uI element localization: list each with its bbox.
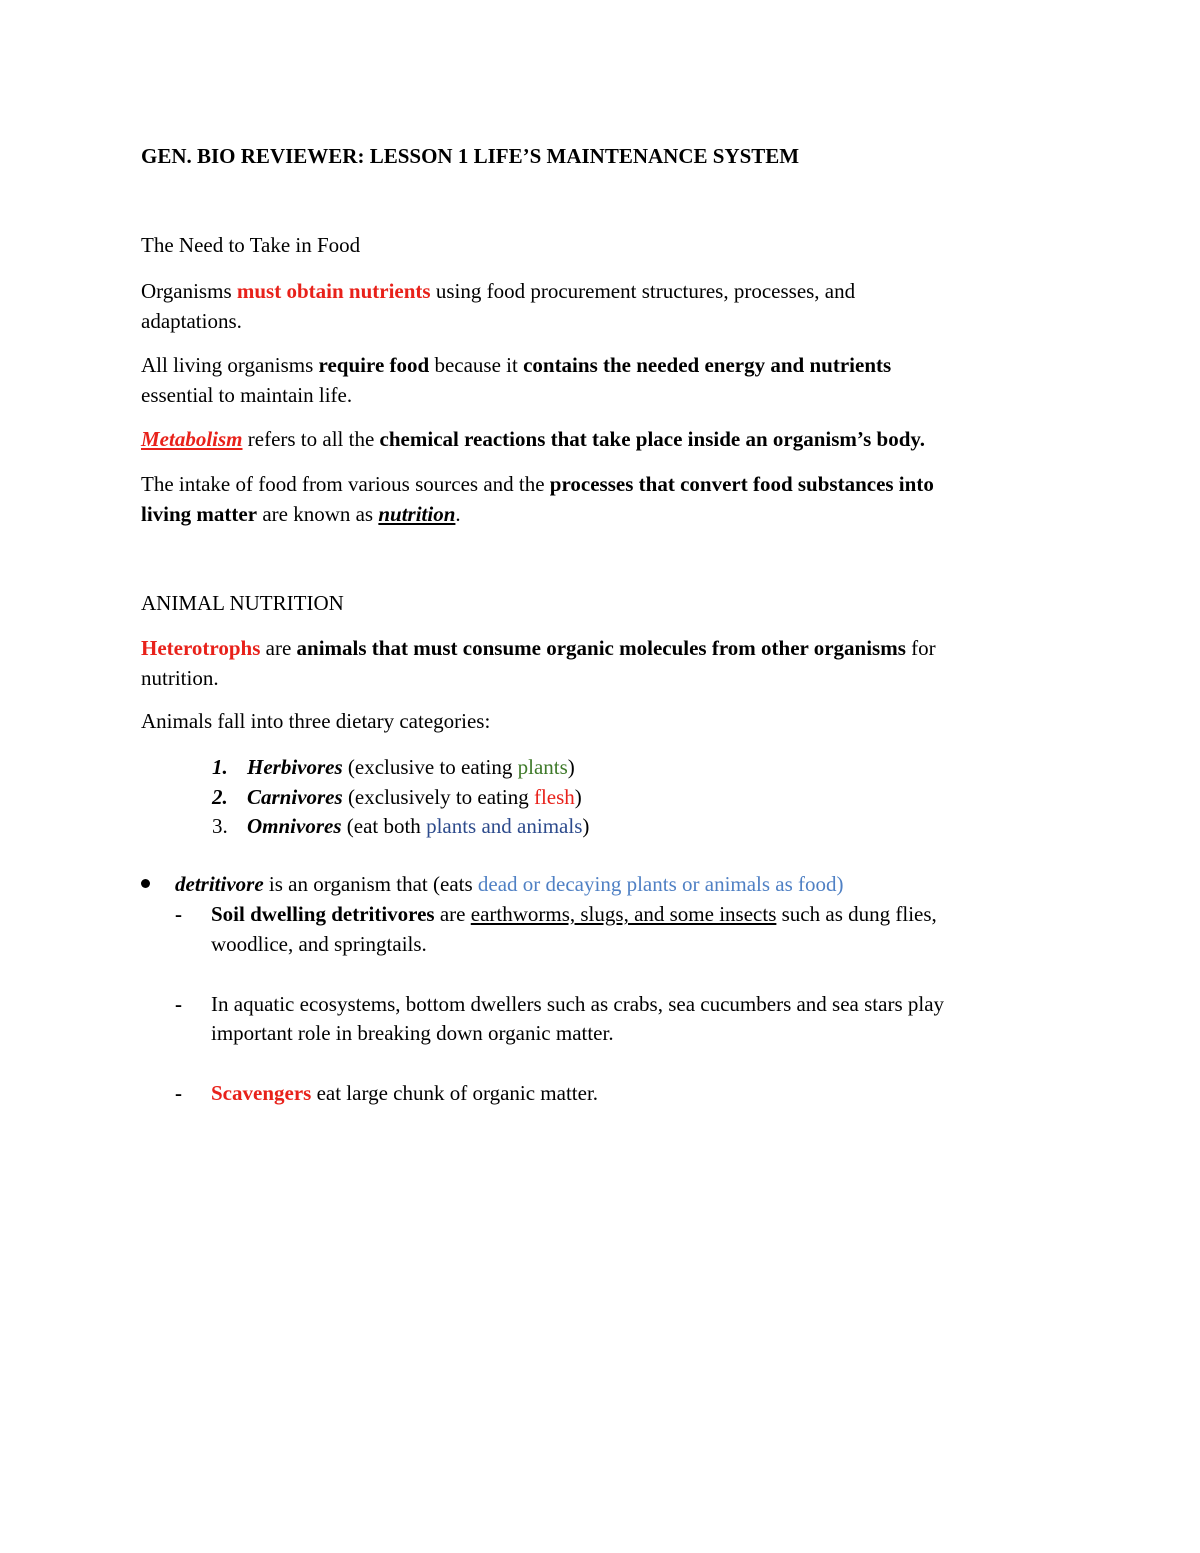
list-item-herbivores: Herbivores (exclusive to eating plants) <box>247 755 575 779</box>
bullet-dot-icon <box>141 879 150 888</box>
paragraph-living-line1: All living organisms require food because it contains the needed energy and nutrients <box>141 353 892 377</box>
list-number: 3. <box>212 814 228 838</box>
term-nutrition: nutrition <box>378 502 456 526</box>
bullet-detritivore: detritivore is an organism that (eats dead or decaying plants or animals as food) <box>175 872 844 896</box>
paragraph-metabolism: Metabolism refers to all the chemical reactions that take place inside an organism’s body. <box>141 427 925 451</box>
term-metabolism: Metabolism <box>141 427 243 451</box>
paragraph-organisms-line1: Organisms must obtain nutrients using food procurement structures, processes, and <box>141 279 856 303</box>
paragraph-nutrition-line1: The intake of food from various sources and the processes that convert food substances into <box>141 472 934 496</box>
dash-item-aquatic-line1: In aquatic ecosystems, bottom dwellers such as crabs, sea cucumbers and sea stars play <box>211 992 945 1016</box>
list-item-omnivores: Omnivores (eat both plants and animals) <box>247 814 590 838</box>
dash-item-soil-line1: Soil dwelling detritivores are earthworms, slugs, and some insects such as dung flies, <box>211 902 937 926</box>
paragraph-nutrition-line2: living matter are known as nutrition. <box>141 502 461 526</box>
list-number: 1. <box>212 755 228 779</box>
term-scavengers: Scavengers <box>211 1081 312 1105</box>
section-heading-animal-nutrition: ANIMAL NUTRITION <box>141 591 344 615</box>
dash-marker: - <box>175 1081 182 1105</box>
dash-marker: - <box>175 902 182 926</box>
highlight-must-obtain-nutrients: must obtain nutrients <box>236 279 431 303</box>
document-title: GEN. BIO REVIEWER: LESSON 1 LIFE’S MAINTENANCE SYSTEM <box>141 144 800 168</box>
dash-item-aquatic-line2: important role in breaking down organic matter. <box>211 1021 614 1045</box>
dash-marker: - <box>175 992 182 1016</box>
paragraph-heterotrophs-line1: Heterotrophs are animals that must consume organic molecules from other organisms for <box>141 636 936 660</box>
term-heterotrophs: Heterotrophs <box>141 636 261 660</box>
section-heading-need-food: The Need to Take in Food <box>141 233 361 257</box>
paragraph-heterotrophs-line2: nutrition. <box>141 666 219 690</box>
paragraph-living-line2: essential to maintain life. <box>141 383 353 407</box>
list-number: 2. <box>212 785 228 809</box>
dash-item-scavengers: Scavengers eat large chunk of organic matter. <box>211 1081 599 1105</box>
dash-item-soil-line2: woodlice, and springtails. <box>211 932 427 956</box>
paragraph-organisms-line2: adaptations. <box>141 309 242 333</box>
list-item-carnivores: Carnivores (exclusively to eating flesh) <box>247 785 582 809</box>
paragraph-dietary-categories: Animals fall into three dietary categories: <box>141 709 491 733</box>
